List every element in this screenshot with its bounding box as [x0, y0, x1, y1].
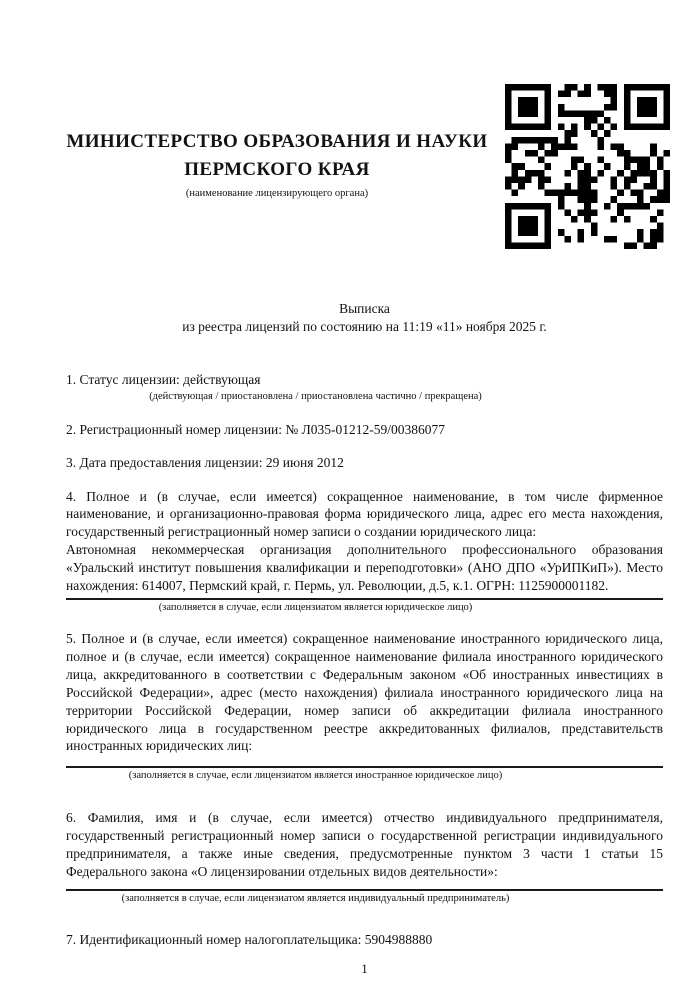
document-body	[66, 300, 663, 978]
item-5-blank-value	[66, 755, 663, 763]
item-6-caption: (заполняется в случае, если лицензиатом является индивидуальный предприниматель)	[121, 892, 510, 904]
qr-code	[505, 84, 670, 249]
licensing-authority-header	[66, 128, 488, 200]
document-title	[66, 300, 663, 336]
item-4-legal-entity-label: 4. Полное и (в случае, если имеется) сокращенное наименование, в том числе фирменное наименование, и организационно-правовая форма юридического лица, адрес его места нахождения, государственный регистрационный номер записи о создании юридического лица:	[66, 488, 663, 540]
item-6-fill-line	[66, 889, 663, 891]
title-line1: Выписка	[339, 301, 390, 316]
ministry-name-line2: ПЕРМСКОГО КРАЯ	[184, 159, 370, 180]
item-1-status: 1. Статус лицензии: действующая	[66, 371, 261, 387]
item-2-registration-number: 2. Регистрационный номер лицензии: № Л035-01212-59/00386077	[66, 421, 446, 437]
item-5-foreign-entity-label: 5. Полное и (в случае, если имеется) сокращенное наименование иностранного юридического лица, полное и (в случае, если имеется) сокращенное наименование филиала иностранного юридического лица, аккредитованного в соответствии с Федеральным законом «Об иностранных инвестициях в Российской Федерации», адрес (место нахождения) филиала иностранного юридического лица на территории Российской Федерации, номер записи об аккредитации филиала иностранного юридического лица в государственном реестре аккредитованных филиалов, представительств иностранных юридических лиц:	[66, 630, 663, 754]
item-3-grant-date: 3. Дата предоставления лицензии: 29 июня 2012	[66, 454, 344, 470]
item-5-caption: (заполняется в случае, если лицензиатом является иностранное юридическое лицо)	[128, 770, 503, 782]
ministry-caption: (наименование лицензирующего органа)	[185, 188, 369, 199]
title-line2: из реестра лицензий по состоянию на 11:19 «11» ноября 2025 г.	[182, 318, 547, 334]
item-7-taxpayer-id: 7. Идентификационный номер налогоплательщика: 5904988880	[66, 931, 433, 947]
item-4-fill-line	[66, 598, 663, 600]
ministry-name-line1: МИНИСТЕРСТВО ОБРАЗОВАНИЯ И НАУКИ	[66, 131, 488, 152]
item-5-fill-line	[66, 766, 663, 768]
item-6-blank-value	[66, 881, 663, 886]
item-1-caption: (действующая / приостановлена / приостановлена частично / прекращена)	[149, 390, 482, 402]
item-4-legal-entity-value: Автономная некоммерческая организация дополнительного профессионального образования «Уральский институт повышения квалификации и переподготовки» (АНО ДПО «УрИПКиП»). Место нахождения: 614007, Пермский край, г. Пермь, ул. Революции, д.5, к.1. ОГРН: 1125900001182.	[66, 542, 663, 594]
item-6-entrepreneur-label: 6. Фамилия, имя и (в случае, если имеется) отчество индивидуального предпринимателя, государственный регистрационный номер записи о государственной регистрации индивидуального предпринимателя, а также иные сведения, предусмотренные пунктом 3 части 1 статьи 15 Федерального закона «О лицензировании отдельных видов деятельности»:	[66, 810, 663, 880]
page-number: 1	[361, 960, 368, 976]
item-4-caption: (заполняется в случае, если лицензиатом является юридическое лицо)	[158, 601, 473, 613]
